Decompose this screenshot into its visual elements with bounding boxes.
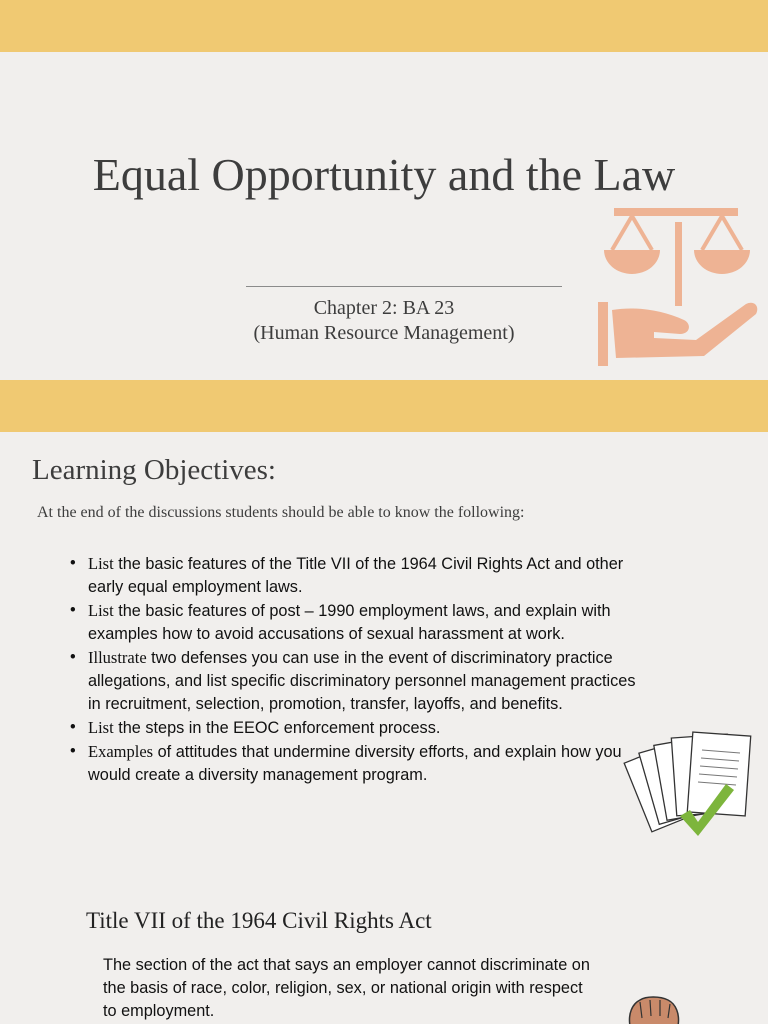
scale-of-justice-hand-icon bbox=[596, 206, 760, 370]
item-lead: List bbox=[88, 601, 114, 620]
bottom-accent-band bbox=[0, 380, 768, 432]
item-lead: List bbox=[88, 554, 114, 573]
list-item bbox=[70, 740, 650, 787]
item-text: the basic features of the Title VII of the 1964 Civil Rights Act and other early equal employment laws. bbox=[88, 555, 624, 596]
title-vii-heading: Title VII of the 1964 Civil Rights Act bbox=[86, 908, 432, 933]
slide-title: Equal Opportunity and the Law bbox=[92, 149, 676, 200]
subtitle-line-1: Chapter 2: BA 23 bbox=[313, 297, 455, 319]
list-item bbox=[70, 646, 650, 716]
item-text: the steps in the EEOC enforcement process. bbox=[113, 719, 441, 737]
title-vii-slide bbox=[0, 892, 768, 1024]
item-lead: Illustrate bbox=[88, 648, 147, 667]
papers-checkmark-icon bbox=[622, 728, 762, 846]
item-text: two defenses you can use in the event of discriminatory practice allegations, and list specific discriminatory personnel management practices in recruitment, selection, promotion, transfer, layoffs, and benefits. bbox=[88, 649, 636, 713]
objectives-intro: At the end of the discussions students should be able to know the following: bbox=[37, 504, 525, 521]
top-accent-band bbox=[0, 0, 768, 52]
objectives-list bbox=[70, 552, 650, 787]
list-item bbox=[70, 716, 650, 740]
objectives-heading: Learning Objectives: bbox=[32, 454, 276, 486]
title-vii-body: The section of the act that says an employer cannot discriminate on the basis of race, color, religion, sex, or national origin with respect to employment. bbox=[103, 956, 590, 1020]
list-item bbox=[70, 599, 650, 646]
learning-objectives-slide bbox=[0, 432, 768, 892]
item-text: the basic features of post – 1990 employment laws, and explain with examples how to avoid accusations of sexual harassment at work. bbox=[88, 602, 611, 643]
raised-fist-icon bbox=[624, 992, 684, 1024]
item-text: of attitudes that undermine diversity efforts, and explain how you would create a diversity management program. bbox=[88, 743, 622, 784]
title-slide bbox=[0, 0, 768, 380]
title-divider bbox=[246, 286, 562, 287]
list-item bbox=[70, 552, 650, 599]
item-lead: Examples bbox=[88, 742, 154, 761]
subtitle-line-2: (Human Resource Management) bbox=[253, 322, 515, 344]
item-lead: List bbox=[88, 718, 114, 737]
